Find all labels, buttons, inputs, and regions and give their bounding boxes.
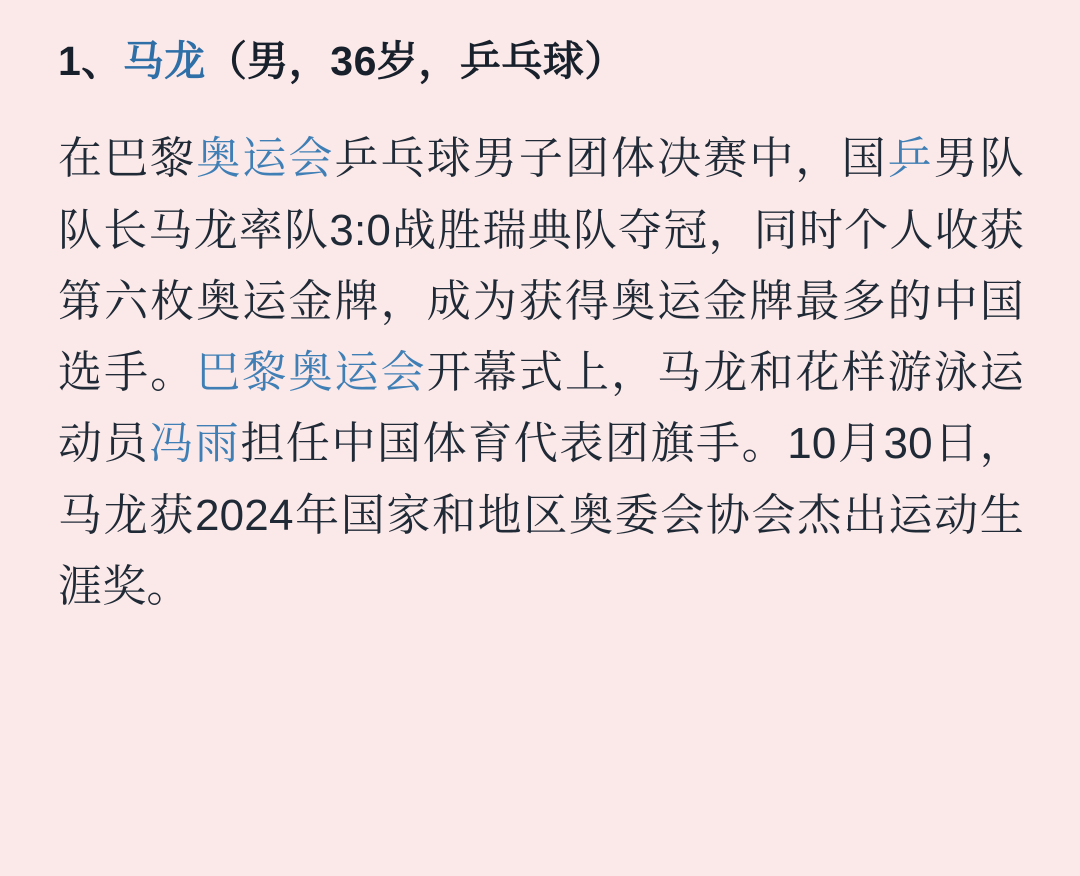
paragraph-text: 开幕式上，马龙和花样游泳运动员	[58, 348, 1025, 469]
page-title	[58, 34, 1024, 89]
paragraph-text: 担任中国体育代表团旗手。10月30日，马龙获2024年国家和地区奥委会协会杰出运动生涯奖。	[58, 419, 1024, 611]
paragraph-highlight: 冯雨	[149, 419, 241, 469]
article-paragraph	[58, 123, 1024, 622]
title-number: 1、	[58, 38, 123, 84]
paragraph-highlight: 奥运会	[196, 134, 335, 184]
paragraph-text: 在巴黎	[58, 134, 197, 184]
title-meta: （男，36岁，乒乓球）	[205, 38, 626, 84]
title-athlete-name: 马龙	[122, 38, 206, 84]
paragraph-text: 乒乓球男子团体决赛中，国	[334, 134, 888, 184]
paragraph-text: 男队队长马龙率队3:0战胜瑞典队夺冠，同时个人收获第六枚奥运金牌，成为获得奥运金牌最多的中国选手。	[58, 134, 1024, 398]
paragraph-highlight: 巴黎奥运会	[196, 348, 427, 398]
paragraph-highlight: 乒	[887, 134, 934, 184]
